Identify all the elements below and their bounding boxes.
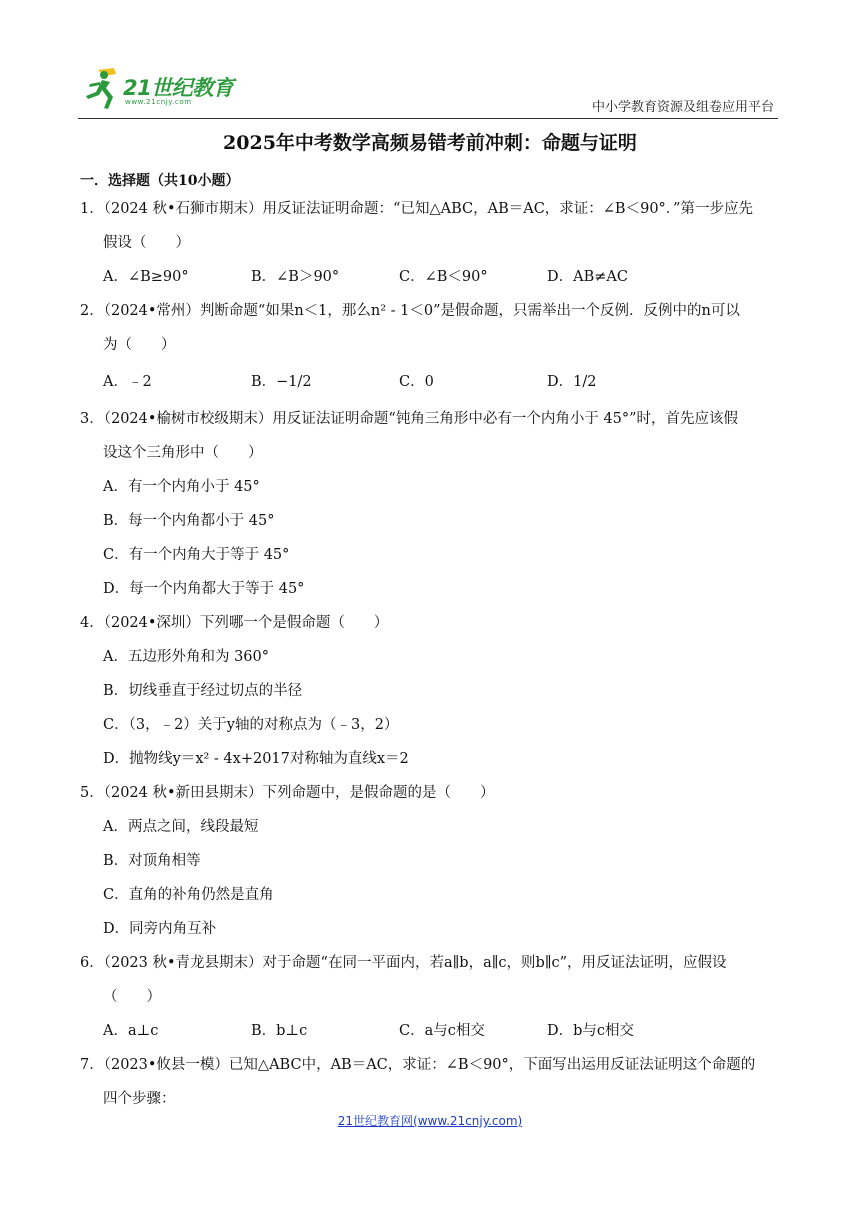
question-4-option-c[interactable]: C．（3，﹣2）关于y轴的对称点为（﹣3，2） <box>103 717 399 733</box>
question-2-option-c[interactable]: C．0 <box>399 374 434 390</box>
question-4-option-a[interactable]: A．五边形外角和为 360° <box>103 649 270 665</box>
question-4-option-b[interactable]: B．切线垂直于经过切点的半径 <box>103 683 303 699</box>
question-7 <box>80 1048 780 1116</box>
question-3-option-c[interactable]: C．有一个内角大于等于 45° <box>103 547 290 563</box>
question-4-option-d[interactable]: D．抛物线y＝x² - 4x+2017对称轴为直线x＝2 <box>103 751 409 767</box>
question-1-options <box>80 260 780 294</box>
question-3-option-d[interactable]: D．每一个内角都大于等于 45° <box>103 581 305 597</box>
section-heading: 一．选择题（共10小题） <box>80 173 240 189</box>
question-1 <box>80 192 780 294</box>
question-5-option-d[interactable]: D．同旁内角互补 <box>103 921 217 937</box>
logo-text: 21世纪教育 <box>123 76 234 100</box>
question-2-line-1: 2．（2024•常州）判断命题“如果n＜1，那么n² - 1＜0”是假命题，只需举出一个反例．反例中的n可以 <box>80 303 740 319</box>
question-6-option-c[interactable]: C．a与c相交 <box>399 1023 485 1039</box>
question-6-line-2: （ ） <box>103 989 161 1005</box>
question-4-line-1: 4．（2024•深圳）下列哪一个是假命题（ ） <box>80 615 389 631</box>
question-1-line-1: 1．（2024 秋•石狮市期末）用反证法证明命题：“已知△ABC，AB＝AC，求证：∠B＜90°．”第一步应先 <box>80 201 753 217</box>
runner-icon <box>78 66 124 112</box>
question-5-option-a[interactable]: A．两点之间，线段最短 <box>103 819 259 835</box>
question-2-option-a[interactable]: A．﹣2 <box>103 374 152 390</box>
question-list <box>80 192 780 1116</box>
question-1-option-d[interactable]: D．AB≠AC <box>547 269 628 285</box>
page-title: 2025年中考数学高频易错考前冲刺：命题与证明 <box>223 132 637 154</box>
question-5-line-1: 5．（2024 秋•新田县期末）下列命题中，是假命题的是（ ） <box>80 785 495 801</box>
question-6-option-b[interactable]: B．b⊥c <box>251 1023 308 1039</box>
question-5-option-c[interactable]: C．直角的补角仍然是直角 <box>103 887 274 903</box>
question-2 <box>80 294 780 402</box>
question-6-option-a[interactable]: A．a⊥c <box>103 1023 159 1039</box>
question-6-option-d[interactable]: D．b与c相交 <box>547 1023 635 1039</box>
question-2-option-d[interactable]: D．1/2 <box>547 374 597 390</box>
question-1-option-a[interactable]: A．∠B≥90° <box>103 269 189 285</box>
logo-subtext: www.21cnjy.com <box>125 98 192 106</box>
question-4 <box>80 606 780 776</box>
question-1-option-b[interactable]: B．∠B＞90° <box>251 269 340 285</box>
question-5 <box>80 776 780 946</box>
footer-link[interactable]: 21世纪教育网(www.21cnjy.com) <box>337 1114 523 1128</box>
platform-label: 中小学教育资源及组卷应用平台 <box>591 100 774 115</box>
question-3-option-a[interactable]: A．有一个内角小于 45° <box>103 479 260 495</box>
question-3-line-2: 设这个三角形中（ ） <box>103 445 263 461</box>
question-7-line-1: 7．（2023•攸县一模）已知△ABC中，AB＝AC，求证：∠B＜90°，下面写出运用反证法证明这个命题的 <box>80 1057 756 1073</box>
question-1-option-c[interactable]: C．∠B＜90° <box>399 269 488 285</box>
page-header <box>0 0 860 120</box>
question-6-line-1: 6．（2023 秋•青龙县期末）对于命题“在同一平面内，若a∥b，a∥c，则b∥c”，用反证法证明，应假设 <box>80 955 727 971</box>
question-3-line-1: 3．（2024•榆树市校级期末）用反证法证明命题“钝角三角形中必有一个内角小于 45°”时，首先应该假 <box>80 411 739 427</box>
question-7-line-2: 四个步骤： <box>103 1091 176 1107</box>
question-2-option-b[interactable]: B．−1/2 <box>251 374 312 390</box>
question-6-options <box>80 1014 780 1048</box>
question-2-options <box>80 362 780 402</box>
question-6 <box>80 946 780 1048</box>
logo <box>78 66 258 114</box>
question-3-option-b[interactable]: B．每一个内角都小于 45° <box>103 513 275 529</box>
header-divider <box>78 118 778 119</box>
question-1-line-2: 假设（ ） <box>103 235 190 251</box>
question-3 <box>80 402 780 606</box>
question-2-line-2: 为（ ） <box>103 337 176 353</box>
question-5-option-b[interactable]: B．对顶角相等 <box>103 853 201 869</box>
